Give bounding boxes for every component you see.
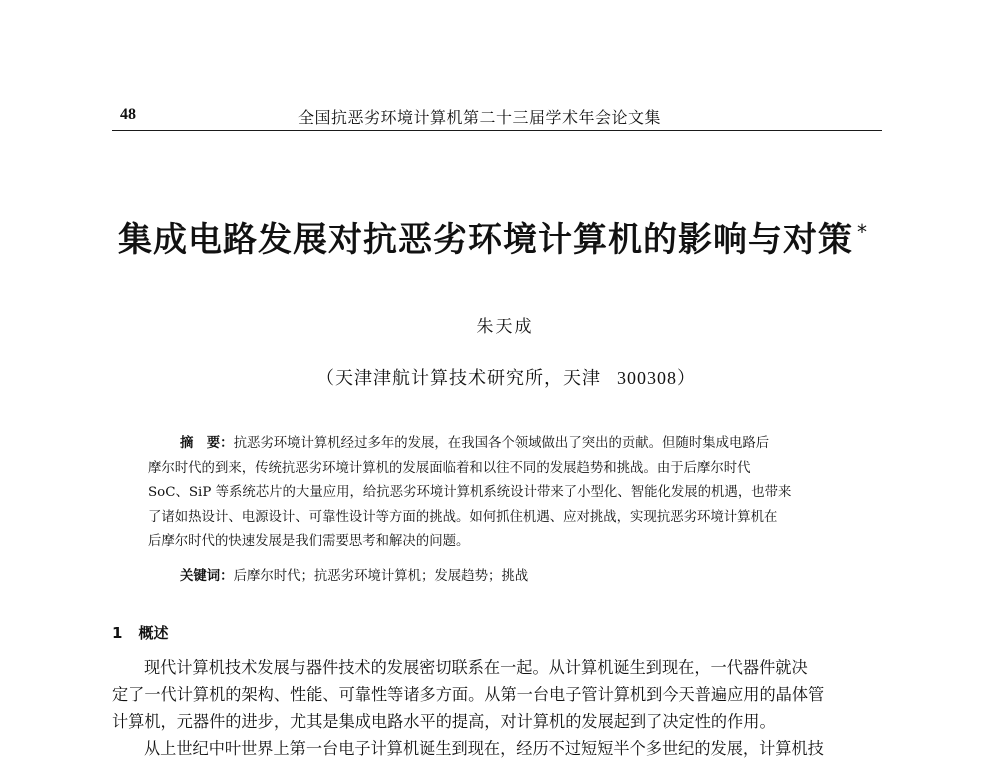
section-title: 概述: [138, 624, 169, 642]
paper-title-text: 集成电路发展对抗恶劣环境计算机的影响与对策: [118, 220, 853, 260]
abstract-text: 抗恶劣环境计算机经过多年的发展，在我国各个领域做出了突出的贡献。但随时集成电路后: [233, 436, 770, 451]
abstract: [148, 432, 850, 555]
keywords: [180, 565, 528, 584]
body-line: 现代计算机技术发展与器件技术的发展密切联系在一起。从计算机诞生到现在，一代器件就决: [144, 658, 808, 677]
page-number: 48: [120, 106, 136, 123]
body-line: 从上世纪中叶世界上第一台电子计算机诞生到现在，经历不过短短半个多世纪的发展，计算机技: [144, 739, 824, 758]
section-number: 1: [112, 624, 123, 642]
paper-title: [118, 212, 868, 261]
title-footnote-mark: *: [857, 219, 868, 244]
abstract-line: SoC、SiP 等系统芯片的大量应用，给抗恶劣环境计算机系统设计带来了小型化、智能化发展的机遇，也带来: [148, 485, 792, 500]
keywords-text: 后摩尔时代；抗恶劣环境计算机；发展趋势；挑战: [233, 569, 529, 584]
abstract-line: 后摩尔时代的快速发展是我们需要思考和解决的问题。: [148, 534, 470, 549]
section-body: [112, 654, 884, 762]
abstract-line: 了诸如热设计、电源设计、可靠性设计等方面的挑战。如何抓住机遇、应对挑战，实现抗恶劣环境计算机在: [148, 509, 778, 525]
keywords-label: 关键词：: [180, 569, 234, 584]
author-name: 朱天成: [476, 317, 534, 337]
affiliation-postcode: 300308）: [617, 368, 696, 388]
abstract-line: 摩尔时代的到来，传统抗恶劣环境计算机的发展面临着和以往不同的发展趋势和挑战。由于后摩尔时代: [148, 460, 751, 476]
affiliation: [316, 364, 696, 390]
running-header: [112, 102, 882, 131]
abstract-label: 摘 要：: [180, 436, 234, 451]
section-heading: [112, 622, 168, 643]
body-line: 定了一代计算机的架构、性能、可靠性等诸多方面。从第一台电子管计算机到今天普遍应用的晶体管: [112, 685, 825, 704]
journal-title: 全国抗恶劣环境计算机第二十三届学术年会论文集: [298, 108, 662, 127]
body-line: 计算机，元器件的进步，尤其是集成电路水平的提高，对计算机的发展起到了决定性的作用。: [112, 712, 776, 731]
abstract-line: [148, 432, 850, 457]
affiliation-text: （天津津航计算技术研究所，天津: [316, 368, 601, 389]
